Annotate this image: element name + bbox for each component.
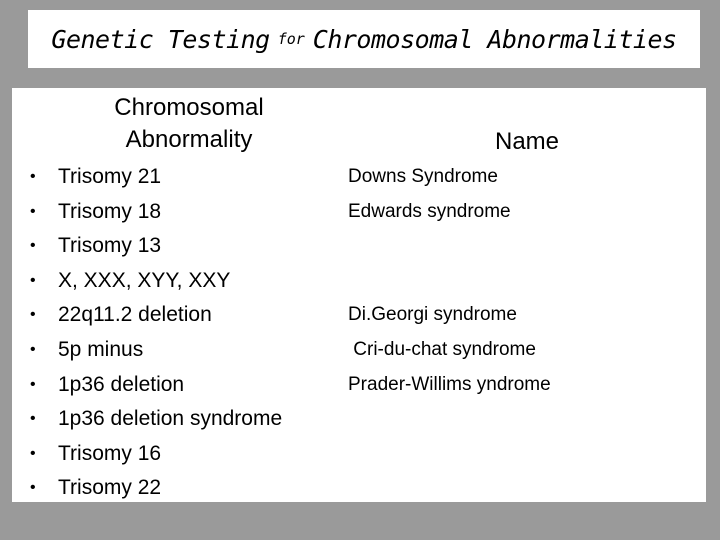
abnormality-column-header bbox=[74, 92, 304, 156]
syndrome-name-list bbox=[348, 160, 551, 506]
title-connector: for bbox=[277, 30, 305, 48]
bullet-icon: • bbox=[30, 202, 36, 220]
list-item bbox=[12, 437, 282, 472]
list-item bbox=[12, 160, 282, 195]
syndrome-name bbox=[348, 437, 551, 472]
title-part-1: Genetic Testing bbox=[51, 24, 270, 54]
list-item bbox=[12, 471, 282, 506]
abnormality-text: Trisomy 18 bbox=[58, 199, 162, 223]
bullet-icon: • bbox=[30, 306, 36, 324]
bullet-icon: • bbox=[30, 444, 36, 462]
syndrome-name bbox=[348, 471, 551, 506]
bullet-icon: • bbox=[30, 479, 36, 497]
syndrome-name: Prader-Willims yndrome bbox=[348, 373, 551, 395]
abnormality-text: X, XXX, XYY, XXY bbox=[58, 268, 231, 292]
content-panel bbox=[12, 88, 706, 502]
abnormality-text: Trisomy 21 bbox=[58, 165, 162, 188]
syndrome-name bbox=[348, 402, 551, 437]
abnormality-text: 1p36 deletion syndrome bbox=[58, 407, 283, 431]
abnormality-header-line-2: Abnormality bbox=[125, 126, 253, 153]
bullet-icon: • bbox=[30, 410, 36, 428]
list-item bbox=[12, 402, 282, 437]
abnormality-header-line-1: Chromosomal bbox=[114, 94, 264, 121]
abnormality-text: 1p36 deletion bbox=[58, 372, 185, 396]
syndrome-name: Downs Syndrome bbox=[348, 166, 498, 187]
abnormality-text: Trisomy 13 bbox=[58, 234, 162, 258]
syndrome-name: Di.Georgi syndrome bbox=[348, 304, 517, 326]
abnormality-text: 5p minus bbox=[58, 337, 144, 361]
abnormality-text: Trisomy 22 bbox=[58, 476, 162, 500]
title-part-2: Chromosomal Abnormalities bbox=[312, 24, 677, 54]
bullet-icon: • bbox=[30, 271, 36, 289]
bullet-icon: • bbox=[30, 340, 36, 358]
name-column-header: Name bbox=[494, 128, 560, 155]
abnormality-list bbox=[12, 160, 282, 506]
list-item bbox=[12, 368, 282, 403]
syndrome-name bbox=[348, 264, 551, 299]
syndrome-name bbox=[348, 229, 551, 264]
syndrome-name: Edwards syndrome bbox=[348, 200, 511, 222]
list-item bbox=[12, 229, 282, 264]
abnormality-text: Trisomy 16 bbox=[58, 441, 162, 465]
bullet-icon: • bbox=[30, 168, 36, 185]
list-item bbox=[12, 195, 282, 230]
list-item bbox=[12, 264, 282, 299]
syndrome-name: Cri-du-chat syndrome bbox=[348, 338, 536, 360]
bullet-icon: • bbox=[30, 375, 36, 393]
list-item bbox=[12, 298, 282, 333]
list-item bbox=[12, 333, 282, 368]
slide-title bbox=[28, 10, 700, 68]
bullet-icon: • bbox=[30, 237, 36, 255]
abnormality-text: 22q11.2 deletion bbox=[58, 303, 212, 327]
